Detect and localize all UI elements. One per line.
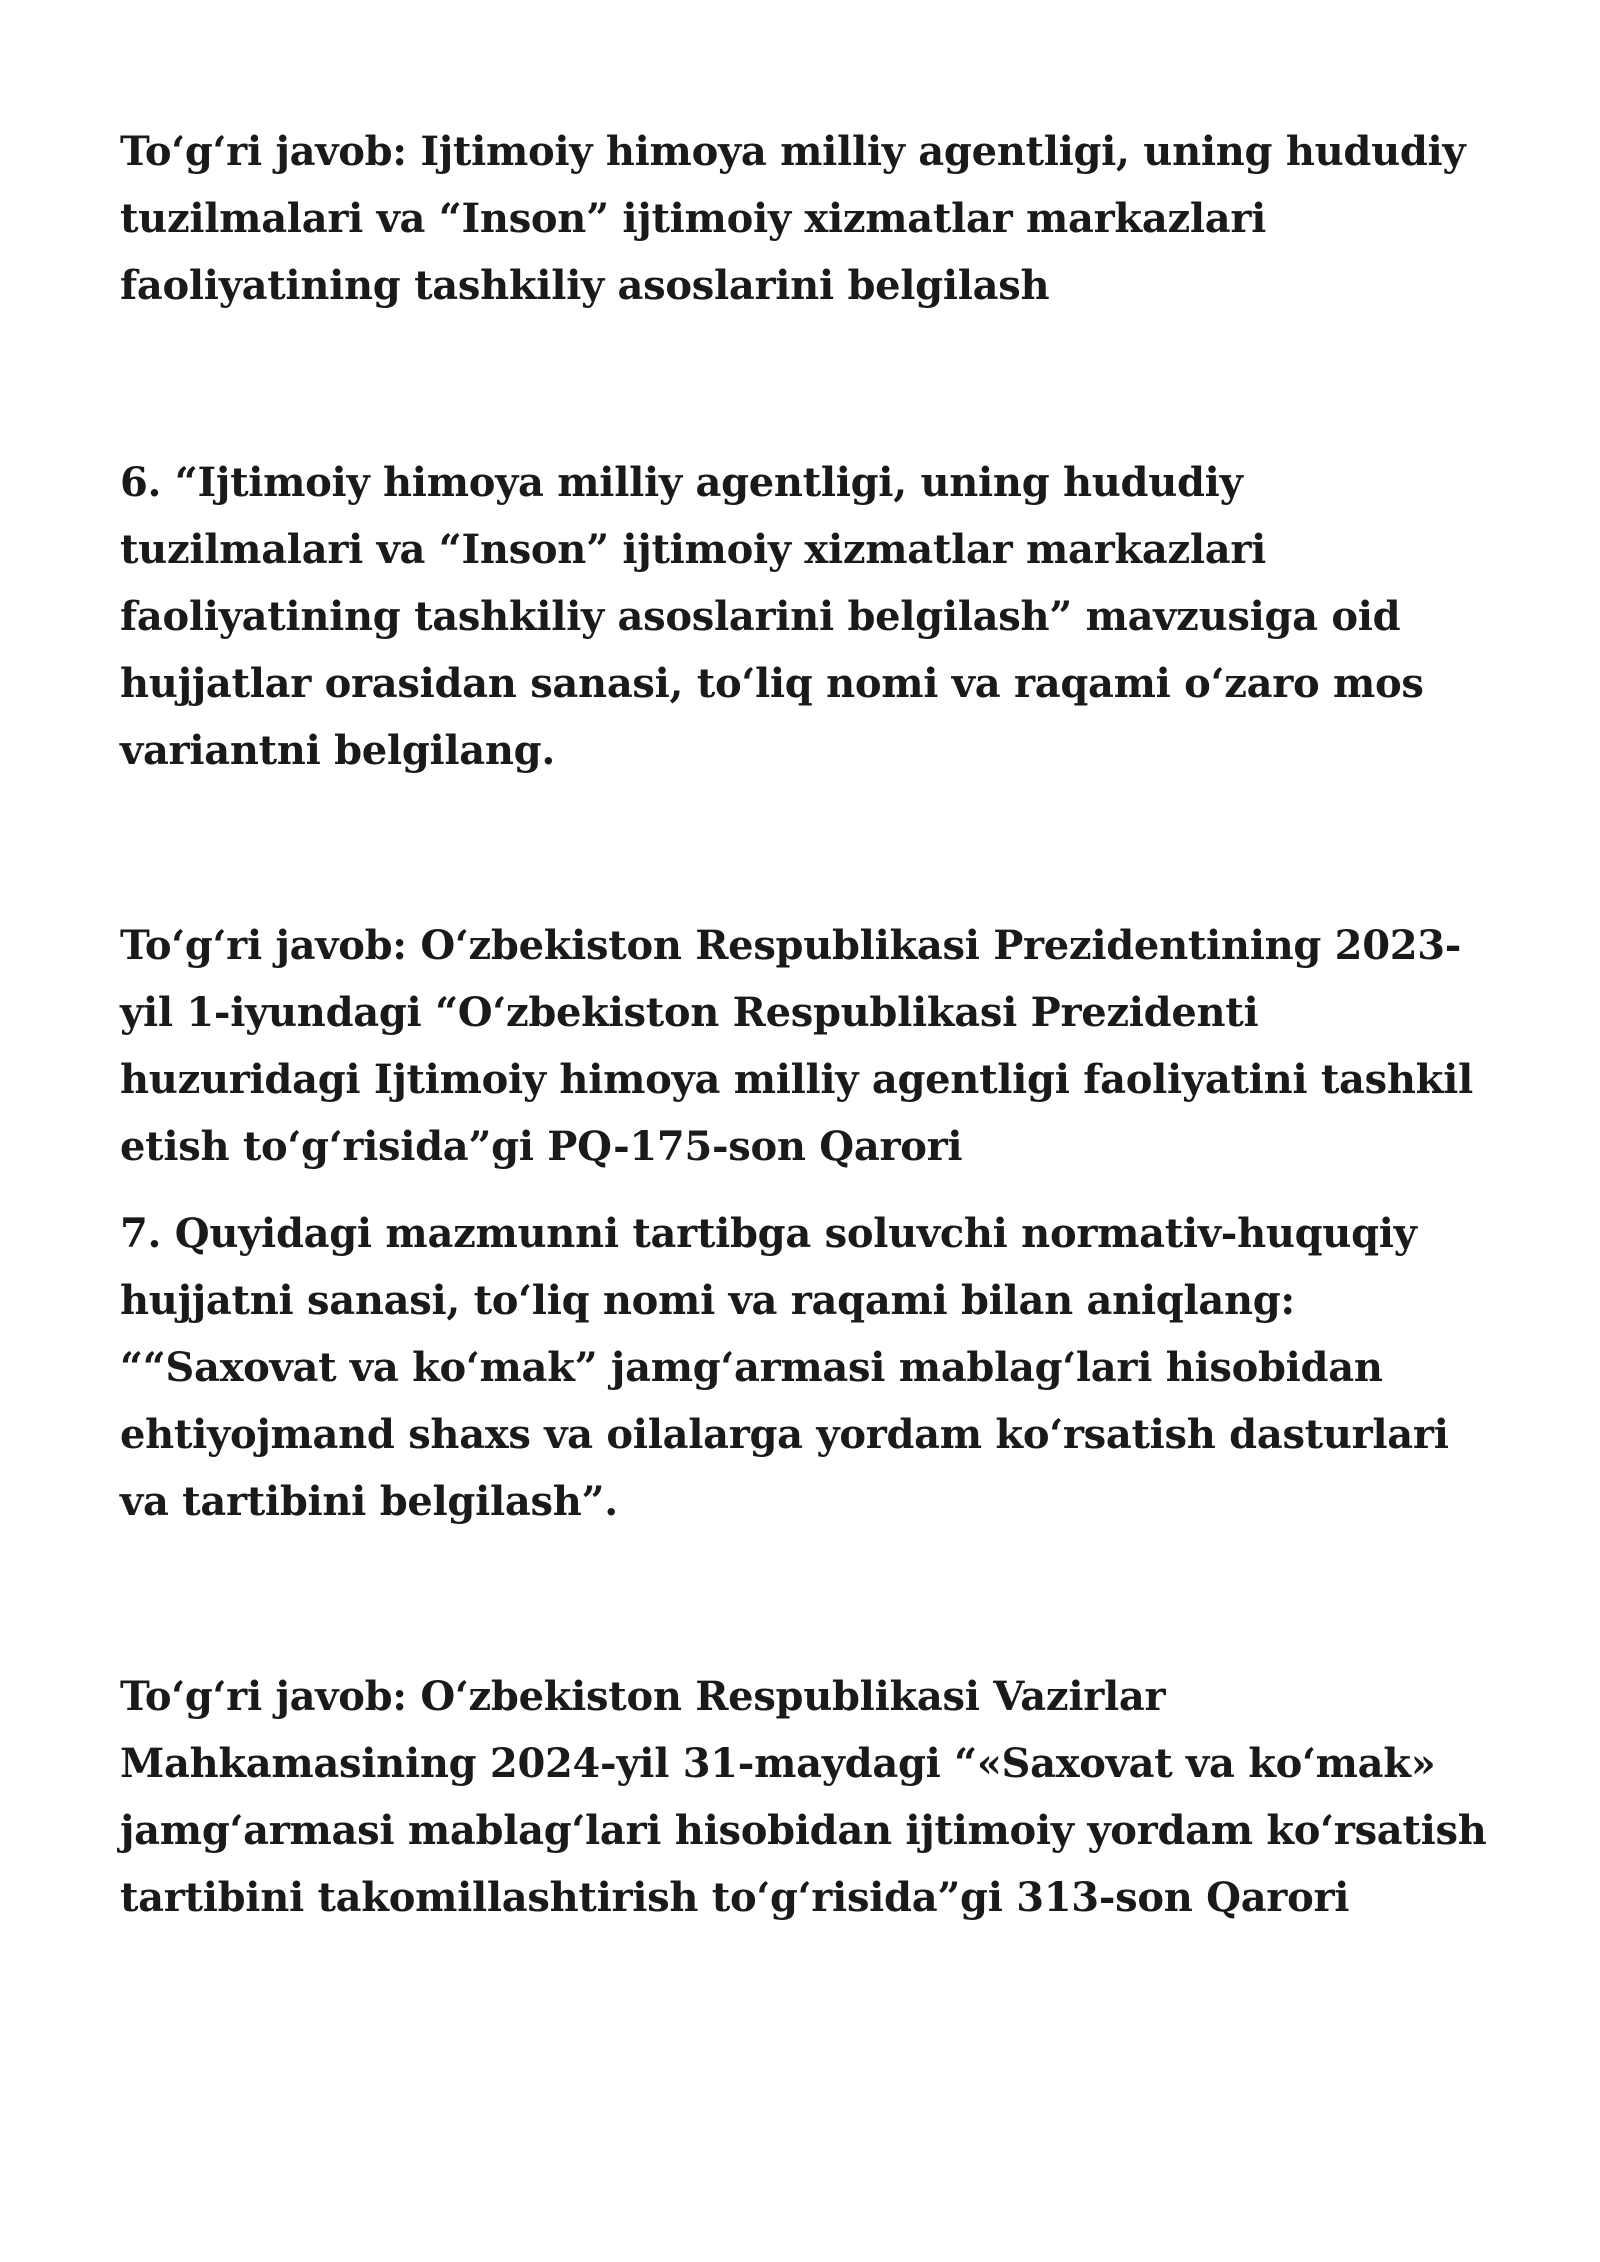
spacer [120,319,1490,449]
question-7-text: 7. Quyidagi mazmunni tartibga soluvchi normativ-huquqiy hujjatni sanasi, to‘liq nomi va raqami bilan aniqlang: ““Saxovat va ko‘mak” jamg‘armasi mablag‘lari hisobidan ehtiyojmand shaxs va oilalarga yordam ko‘rsatish dasturlari va tartibini belgilash”. [120,1210,1449,1525]
spacer [120,1535,1490,1663]
document-page [120,118,1490,1931]
spacer [120,1180,1490,1200]
answer-6-text: To‘g‘ri javob: O‘zbekiston Respublikasi Prezidentining 2023-yil 1-iyundagi “O‘zbekiston Respublikasi Prezidenti huzuridagi Ijtimoiy himoya milliy agentligi faoliyatini tashkil etish to‘g‘risida”gi PQ-175-son Qarori [120,922,1473,1170]
spacer [120,784,1490,912]
answer-7-text: To‘g‘ri javob: O‘zbekiston Respublikasi Vazirlar Mahkamasining 2024-yil 31-maydagi “«Saxovat va ko‘mak» jamg‘armasi mablag‘lari hisobidan ijtimoiy yordam ko‘rsatish tartibini takomillashtirish to‘g‘risida”gi 313-son Qarori [120,1673,1487,1921]
answer-5-text: To‘g‘ri javob: Ijtimoiy himoya milliy agentligi, uning hududiy tuzilmalari va “Inson” ijtimoiy xizmatlar markazlari faoliyatining tashkiliy asoslarini belgilash [120,128,1466,309]
question-6-text: 6. “Ijtimoiy himoya milliy agentligi, uning hududiy tuzilmalari va “Inson” ijtimoiy xizmatlar markazlari faoliyatining tashkiliy asoslarini belgilash” mavzusiga oid hujjatlar orasidan sanasi, to‘liq nomi va raqami o‘zaro mos variantni belgilang. [120,459,1424,774]
